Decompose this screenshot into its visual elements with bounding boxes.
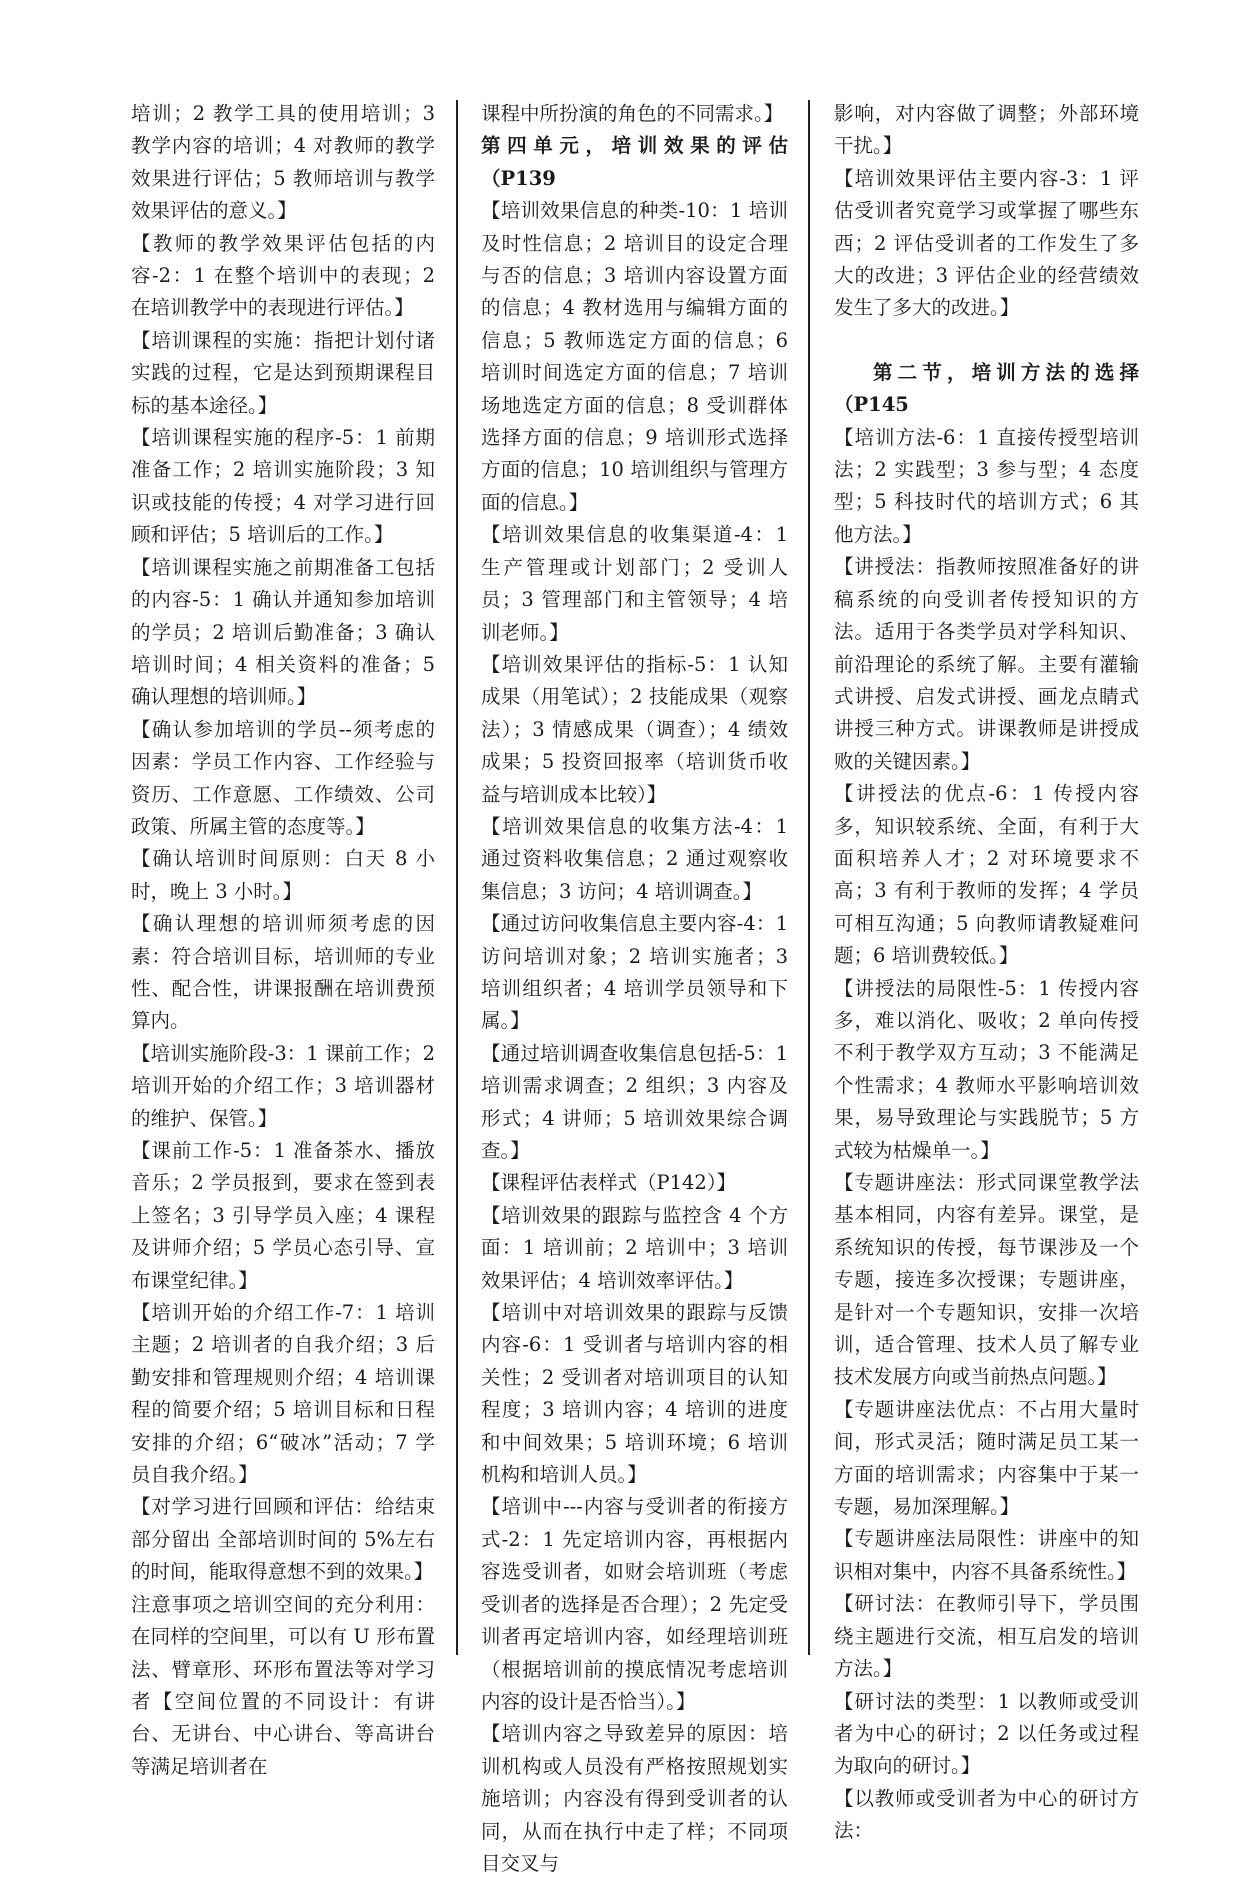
paragraph: 【对学习进行回顾和评估：给结束部分留出 全部培训时间的 5%左右的时间，能取得意想不到的效果。】 — [131, 1495, 435, 1584]
paragraph: 【培训效果的跟踪与监控含 4 个方面：1 培训前；2 培训中；3 培训效果评估；4 培训效率评估。】 — [481, 1203, 788, 1292]
paragraph: 【讲授法的优点-6：1 传授内容多，知识较系统、全面，有利于大面积培养人才；2 对环境要求不高；3 有利于教师的发挥；4 学员可相互沟通；5 向教师请教疑难问题；6 培训费较低。】 — [834, 782, 1139, 968]
paragraph: 【专题讲座法局限性：讲座中的知识相对集中，内容不具备系统性。】 — [834, 1527, 1139, 1583]
paragraph: 【培训方法-6：1 直接传授型培训法；2 实践型；3 参与型；4 态度型；5 科技时代的培训方式；6 其他方法。】 — [834, 425, 1139, 546]
paragraph: 【以教师或受训者为中心的研讨方法： — [834, 1786, 1139, 1843]
paragraph: 【专题讲座法：形式同课堂教学法基本相同，内容有差异。课堂，是系统知识的传授，每节课涉及一个专题，接连多次授课；专题讲座，是针对一个专题知识，安排一次培训，适合管理、技术人员了解专业技术发展方向或当前热点问题。】 — [834, 1171, 1139, 1389]
column-divider-2 — [808, 100, 810, 1655]
paragraph: 注意事项之培训空间的充分利用：在同样的空间里，可以有 U 形布置法、臂章形、环形布置法等对学习者【空间位置的不同设计：有讲台、无讲台、中心讲台、等高讲台等满足培训者在 — [131, 1592, 435, 1778]
text-column-3 — [834, 98, 1139, 1848]
paragraph: 【培训课程实施的程序-5：1 前期准备工作；2 培训实施阶段；3 知识或技能的传授；4 对学习进行回顾和评估；5 培训后的工作。】 — [131, 426, 435, 547]
paragraph: 【培训课程实施之前期准备工包括的内容-5：1 确认并通知参加培训的学员；2 培训后勤准备；3 确认培训时间；4 相关资料的准备；5 确认理想的培训师。】 — [131, 555, 435, 709]
column-divider-1 — [456, 100, 458, 1655]
text-column-2 — [481, 98, 788, 1880]
paragraph: 【培训效果信息的收集方法-4：1 通过资料收集信息；2 通过观察收集信息；3 访问；4 培训调查。】 — [481, 814, 788, 903]
paragraph: 【培训中对培训效果的跟踪与反馈内容-6：1 受训者与培训内容的相关性；2 受训者对培训项目的认知程度；3 培训内容；4 培训的进度和中间效果；5 培训环境；6 培训机构和培训人员。】 — [481, 1301, 788, 1487]
paragraph: 【讲授法的局限性-5：1 传授内容多，难以消化、吸收；2 单向传授不利于教学双方互动；3 不能满足个性需求；4 教师水平影响培训效果，易导致理论与实践脱节；5 方式较为枯燥单一。】 — [834, 976, 1139, 1162]
text-column-1 — [131, 98, 435, 1783]
paragraph: 【培训效果信息的收集渠道-4：1 生产管理或计划部门；2 受训人员；3 管理部门和主管领导；4 培训老师。】 — [481, 523, 788, 644]
paragraph: 【培训效果信息的种类-10：1 培训及时性信息；2 培训目的设定合理与否的信息；3 培训内容设置方面的信息；4 教材选用与编辑方面的信息；5 教师选定方面的信息；6 培训时间选定方面的信息；7 培训场地选定方面的信息；8 受训群体选择方面的信息；9 培训形式选择方面的信息；10 培训组织与管理方面的信息。】 — [481, 199, 788, 514]
paragraph: 影响，对内容做了调整；外部环境干扰。】 — [834, 102, 1139, 158]
paragraph: 【教师的教学效果评估包括的内容-2：1 在整个培训中的表现；2 在培训教学中的表现进行评估。】 — [131, 231, 435, 320]
paragraph: 【课程评估表样式（P142）】 — [481, 1171, 737, 1195]
paragraph: 【培训开始的介绍工作-7：1 培训主题；2 培训者的自我介绍；3 后勤安排和管理规则介绍；4 培训课程的简要介绍；5 培训目标和日程安排的介绍；6“破冰”活动；7 学员自我介绍。】 — [131, 1301, 435, 1487]
paragraph: 【课前工作-5：1 准备茶水、播放音乐；2 学员报到，要求在签到表上签名；3 引导学员入座；4 课程及讲师介绍；5 学员心态引导、宣布课堂纪律。】 — [131, 1139, 435, 1292]
paragraph: 【确认培训时间原则：白天 8 小时，晚上 3 小时。】 — [131, 847, 435, 903]
paragraph: 【确认理想的培训师须考虑的因素：符合培训目标，培训师的专业性、配合性，讲课报酬在培训费预算内。 — [131, 912, 435, 1033]
paragraph: 【通过培训调查收集信息包括-5：1 培训需求调查；2 组织；3 内容及形式；4 讲师；5 培训效果综合调查。】 — [481, 1041, 788, 1162]
paragraph: 【研讨法的类型：1 以教师或受训者为中心的研讨；2 以任务或过程为取向的研讨。】 — [834, 1689, 1139, 1778]
paragraph-gap — [834, 325, 1139, 357]
section-heading: 第四单元，培训效果的评估（P139 — [481, 134, 788, 190]
paragraph: 【培训中---内容与受训者的衔接方式-2：1 先定培训内容，再根据内容选受训者，如财会培训班（考虑受训者的选择是否合理）；2 先定受训者再定培训内容，如经理培训班（根据培训前的摸底情况考虑培训内容的设计是否恰当）。】 — [481, 1495, 788, 1713]
paragraph: 【培训效果评估的指标-5：1 认知成果（用笔试）；2 技能成果（观察法）；3 情感成果（调查）；4 绩效成果；5 投资回报率（培训货币收益与培训成本比较）】 — [481, 652, 788, 806]
paragraph: 培训；2 教学工具的使用培训；3 教学内容的培训；4 对教师的教学效果进行评估；5 教师培训与教学效果评估的意义。】 — [131, 102, 435, 223]
paragraph: 【专题讲座法优点：不占用大量时间，形式灵活；随时满足员工某一方面的培训需求；内容集中于某一专题，易加深理解。】 — [834, 1397, 1139, 1519]
paragraph: 【培训内容之导致差异的原因：培训机构或人员没有严格按照规划实施培训；内容没有得到受训者的认同，从而在执行中走了样；不同项目交叉与 — [481, 1722, 788, 1875]
paragraph: 【培训实施阶段-3：1 课前工作；2 培训开始的介绍工作；3 培训器材的维护、保管。】 — [131, 1041, 435, 1130]
paragraph: 【讲授法：指教师按照准备好的讲稿系统的向受训者传授知识的方法。适用于各类学员对学科知识、前沿理论的系统了解。主要有灌输式讲授、启发式讲授、画龙点睛式讲授三种方式。讲课教师是讲授成败的关键因素。】 — [834, 555, 1139, 773]
section-heading: 第二节，培训方法的选择（P145 — [834, 360, 1139, 417]
paragraph: 【研讨法：在教师引导下，学员围绕主题进行交流，相互启发的培训方法。】 — [834, 1592, 1139, 1681]
paragraph: 【培训课程的实施：指把计划付诸实践的过程，它是达到预期课程目标的基本途径。】 — [131, 328, 435, 417]
paragraph: 课程中所扮演的角色的不同需求。】 — [481, 102, 784, 125]
paragraph: 【培训效果评估主要内容-3：1 评估受训者究竟学习或掌握了哪些东西；2 评估受训者的工作发生了多大的改进；3 评估企业的经营绩效发生了多大的改进。】 — [834, 166, 1139, 320]
paragraph: 【通过访问收集信息主要内容-4：1 访问培训对象；2 培训实施者；3 培训组织者；4 培训学员领导和下属。】 — [481, 912, 788, 1033]
paragraph: 【确认参加培训的学员--须考虑的因素：学员工作内容、工作经验与资历、工作意愿、工作绩效、公司政策、所属主管的态度等。】 — [131, 717, 435, 838]
